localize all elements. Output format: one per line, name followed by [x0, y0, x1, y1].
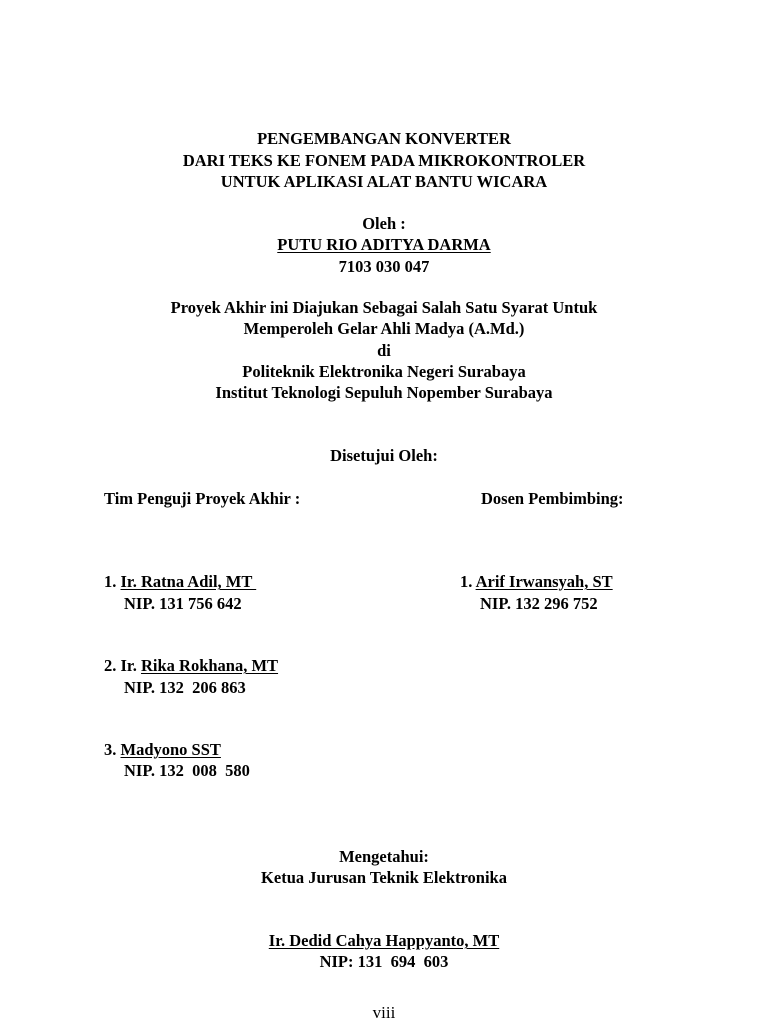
examiner-3-number: 3. [104, 740, 117, 759]
title-line-2: DARI TEKS KE FONEM PADA MIKROKONTROLER [182, 151, 586, 170]
examiner-1-name: Ir. Ratna Adil, MT [120, 572, 257, 591]
examiner-1-nip: NIP. 131 756 642 [124, 594, 242, 613]
examiner-3-name: Madyono SST [120, 740, 221, 759]
purpose-line-2: Memperoleh Gelar Ahli Madya (A.Md.) [243, 319, 525, 338]
purpose-line-5: Institut Teknologi Sepuluh Nopember Surabaya [215, 383, 553, 402]
advisor-1-row [460, 571, 613, 592]
acknowledged-heading: Mengetahui: [339, 847, 429, 866]
examiners-label: Tim Penguji Proyek Akhir : [104, 489, 301, 508]
advisor-label: Dosen Pembimbing: [481, 489, 624, 508]
acknowledged-nip: NIP: 131 694 603 [319, 952, 449, 971]
page-number: viii [372, 1003, 396, 1022]
acknowledged-position: Ketua Jurusan Teknik Elektronika [261, 868, 507, 887]
examiner-2-nip: NIP. 132 206 863 [124, 678, 246, 697]
title-line-1: PENGEMBANGAN KONVERTER [257, 129, 511, 148]
approval-heading: Disetujui Oleh: [330, 446, 438, 465]
purpose-line-1: Proyek Akhir ini Diajukan Sebagai Salah Satu Syarat Untuk [170, 298, 598, 317]
examiner-1-number: 1. [104, 572, 117, 591]
author-name-row [0, 234, 768, 255]
examiner-2-number: 2. Ir. [104, 656, 141, 675]
acknowledged-name-row [0, 930, 768, 951]
examiner-3-row [104, 739, 221, 760]
examiner-2-name: Rika Rokhana, MT [140, 656, 279, 675]
title-line-3: UNTUK APLIKASI ALAT BANTU WICARA [220, 172, 548, 191]
author-name: PUTU RIO ADITYA DARMA [277, 235, 491, 254]
examiner-1-row [104, 571, 256, 592]
advisor-1-number: 1. [460, 572, 473, 591]
advisor-1-nip: NIP. 132 296 752 [480, 594, 598, 613]
acknowledged-name: Ir. Dedid Cahya Happyanto, MT [268, 931, 500, 950]
advisor-1-name: Arif Irwansyah, ST [475, 572, 613, 591]
author-nrp: 7103 030 047 [338, 257, 430, 276]
purpose-line-4: Politeknik Elektronika Negeri Surabaya [242, 362, 526, 381]
author-by-label: Oleh : [362, 214, 406, 233]
purpose-line-3: di [377, 341, 391, 360]
examiner-3-nip: NIP. 132 008 580 [124, 761, 250, 780]
examiner-2-row [104, 655, 278, 676]
